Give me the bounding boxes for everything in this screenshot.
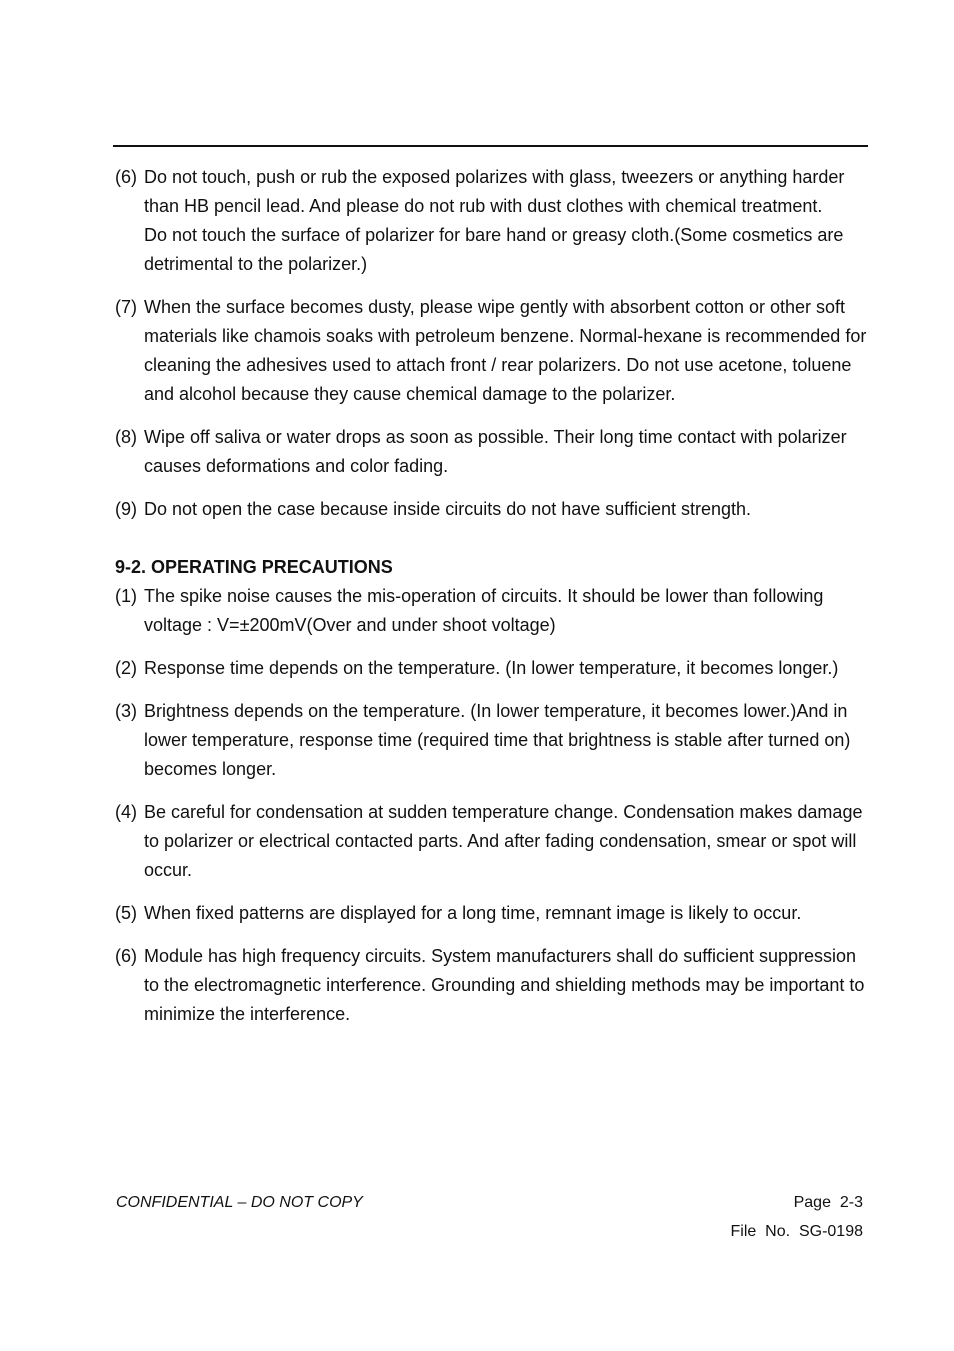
item-paragraph: Do not touch the surface of polarizer for bare hand or greasy cloth.(Some cosmetics are detrimental to the polarizer.)	[144, 225, 844, 274]
confidential-notice: CONFIDENTIAL – DO NOT COPY	[116, 1194, 363, 1211]
item-text	[144, 293, 870, 409]
item-paragraph: The spike noise causes the mis-operation of circuits. It should be lower than following voltage : V=±200mV(Over and under shoot voltage)	[144, 586, 824, 635]
item-number: (2)	[115, 658, 137, 678]
item-text	[144, 942, 870, 1029]
list-item	[115, 582, 870, 640]
item-text	[144, 163, 870, 279]
list-item	[115, 697, 870, 784]
item-paragraph: Wipe off saliva or water drops as soon as possible. Their long time contact with polarizer causes deformations and color fading.	[144, 427, 847, 476]
item-text	[144, 423, 870, 481]
item-number: (5)	[115, 903, 137, 923]
item-paragraph: When the surface becomes dusty, please wipe gently with absorbent cotton or other soft materials like chamois soaks with petroleum benzene. Normal-hexane is recommended for cleaning the adhesives used to attach front / rear polarizers. Do not use acetone, toluene and alcohol because they cause chemical damage to the polarizer.	[144, 297, 867, 404]
operating-precautions-list	[115, 582, 870, 1029]
list-item	[115, 942, 870, 1029]
list-item	[115, 798, 870, 885]
item-paragraph: Module has high frequency circuits. System manufacturers shall do sufficient suppression to the electromagnetic interference. Grounding and shielding methods may be important to minimize the interference.	[144, 946, 865, 1024]
file-number: File No. SG-0198	[730, 1223, 863, 1240]
item-number: (8)	[115, 427, 137, 447]
list-item	[115, 293, 870, 409]
item-paragraph: When fixed patterns are displayed for a long time, remnant image is likely to occur.	[144, 903, 802, 923]
item-number: (3)	[115, 701, 137, 721]
list-item	[115, 899, 870, 928]
header-rule	[113, 145, 868, 147]
item-number: (6)	[115, 946, 137, 966]
list-item	[115, 654, 870, 683]
footer-info	[731, 1193, 864, 1251]
handling-precautions-list	[115, 163, 870, 524]
item-number: (6)	[115, 167, 137, 187]
section-heading: 9-2. OPERATING PRECAUTIONS	[115, 557, 393, 577]
item-paragraph: Do not open the case because inside circuits do not have sufficient strength.	[144, 499, 752, 519]
item-number: (7)	[115, 297, 137, 317]
item-text	[144, 697, 870, 784]
item-text	[144, 654, 870, 683]
item-paragraph: Brightness depends on the temperature. (In lower temperature, it becomes lower.)And in lower temperature, response time (required time that brightness is stable after turned on) becomes longer.	[144, 701, 851, 779]
item-paragraph: Response time depends on the temperature. (In lower temperature, it becomes longer.)	[144, 658, 839, 678]
list-item	[115, 423, 870, 481]
document-body	[115, 163, 870, 1043]
item-text	[144, 582, 870, 640]
item-paragraph: Do not touch, push or rub the exposed polarizes with glass, tweezers or anything harder than HB pencil lead. And please do not rub with dust clothes with chemical treatment.	[144, 167, 845, 216]
item-paragraph: Be careful for condensation at sudden temperature change. Condensation makes damage to polarizer or electrical contacted parts. And after fading condensation, smear or spot will occur.	[144, 802, 863, 880]
item-text	[144, 798, 870, 885]
item-text	[144, 495, 870, 524]
list-item	[115, 163, 870, 279]
item-text	[144, 899, 870, 928]
item-number: (9)	[115, 499, 137, 519]
list-item	[115, 495, 870, 524]
page-number: Page 2-3	[793, 1194, 863, 1211]
item-number: (1)	[115, 586, 137, 606]
item-number: (4)	[115, 802, 137, 822]
